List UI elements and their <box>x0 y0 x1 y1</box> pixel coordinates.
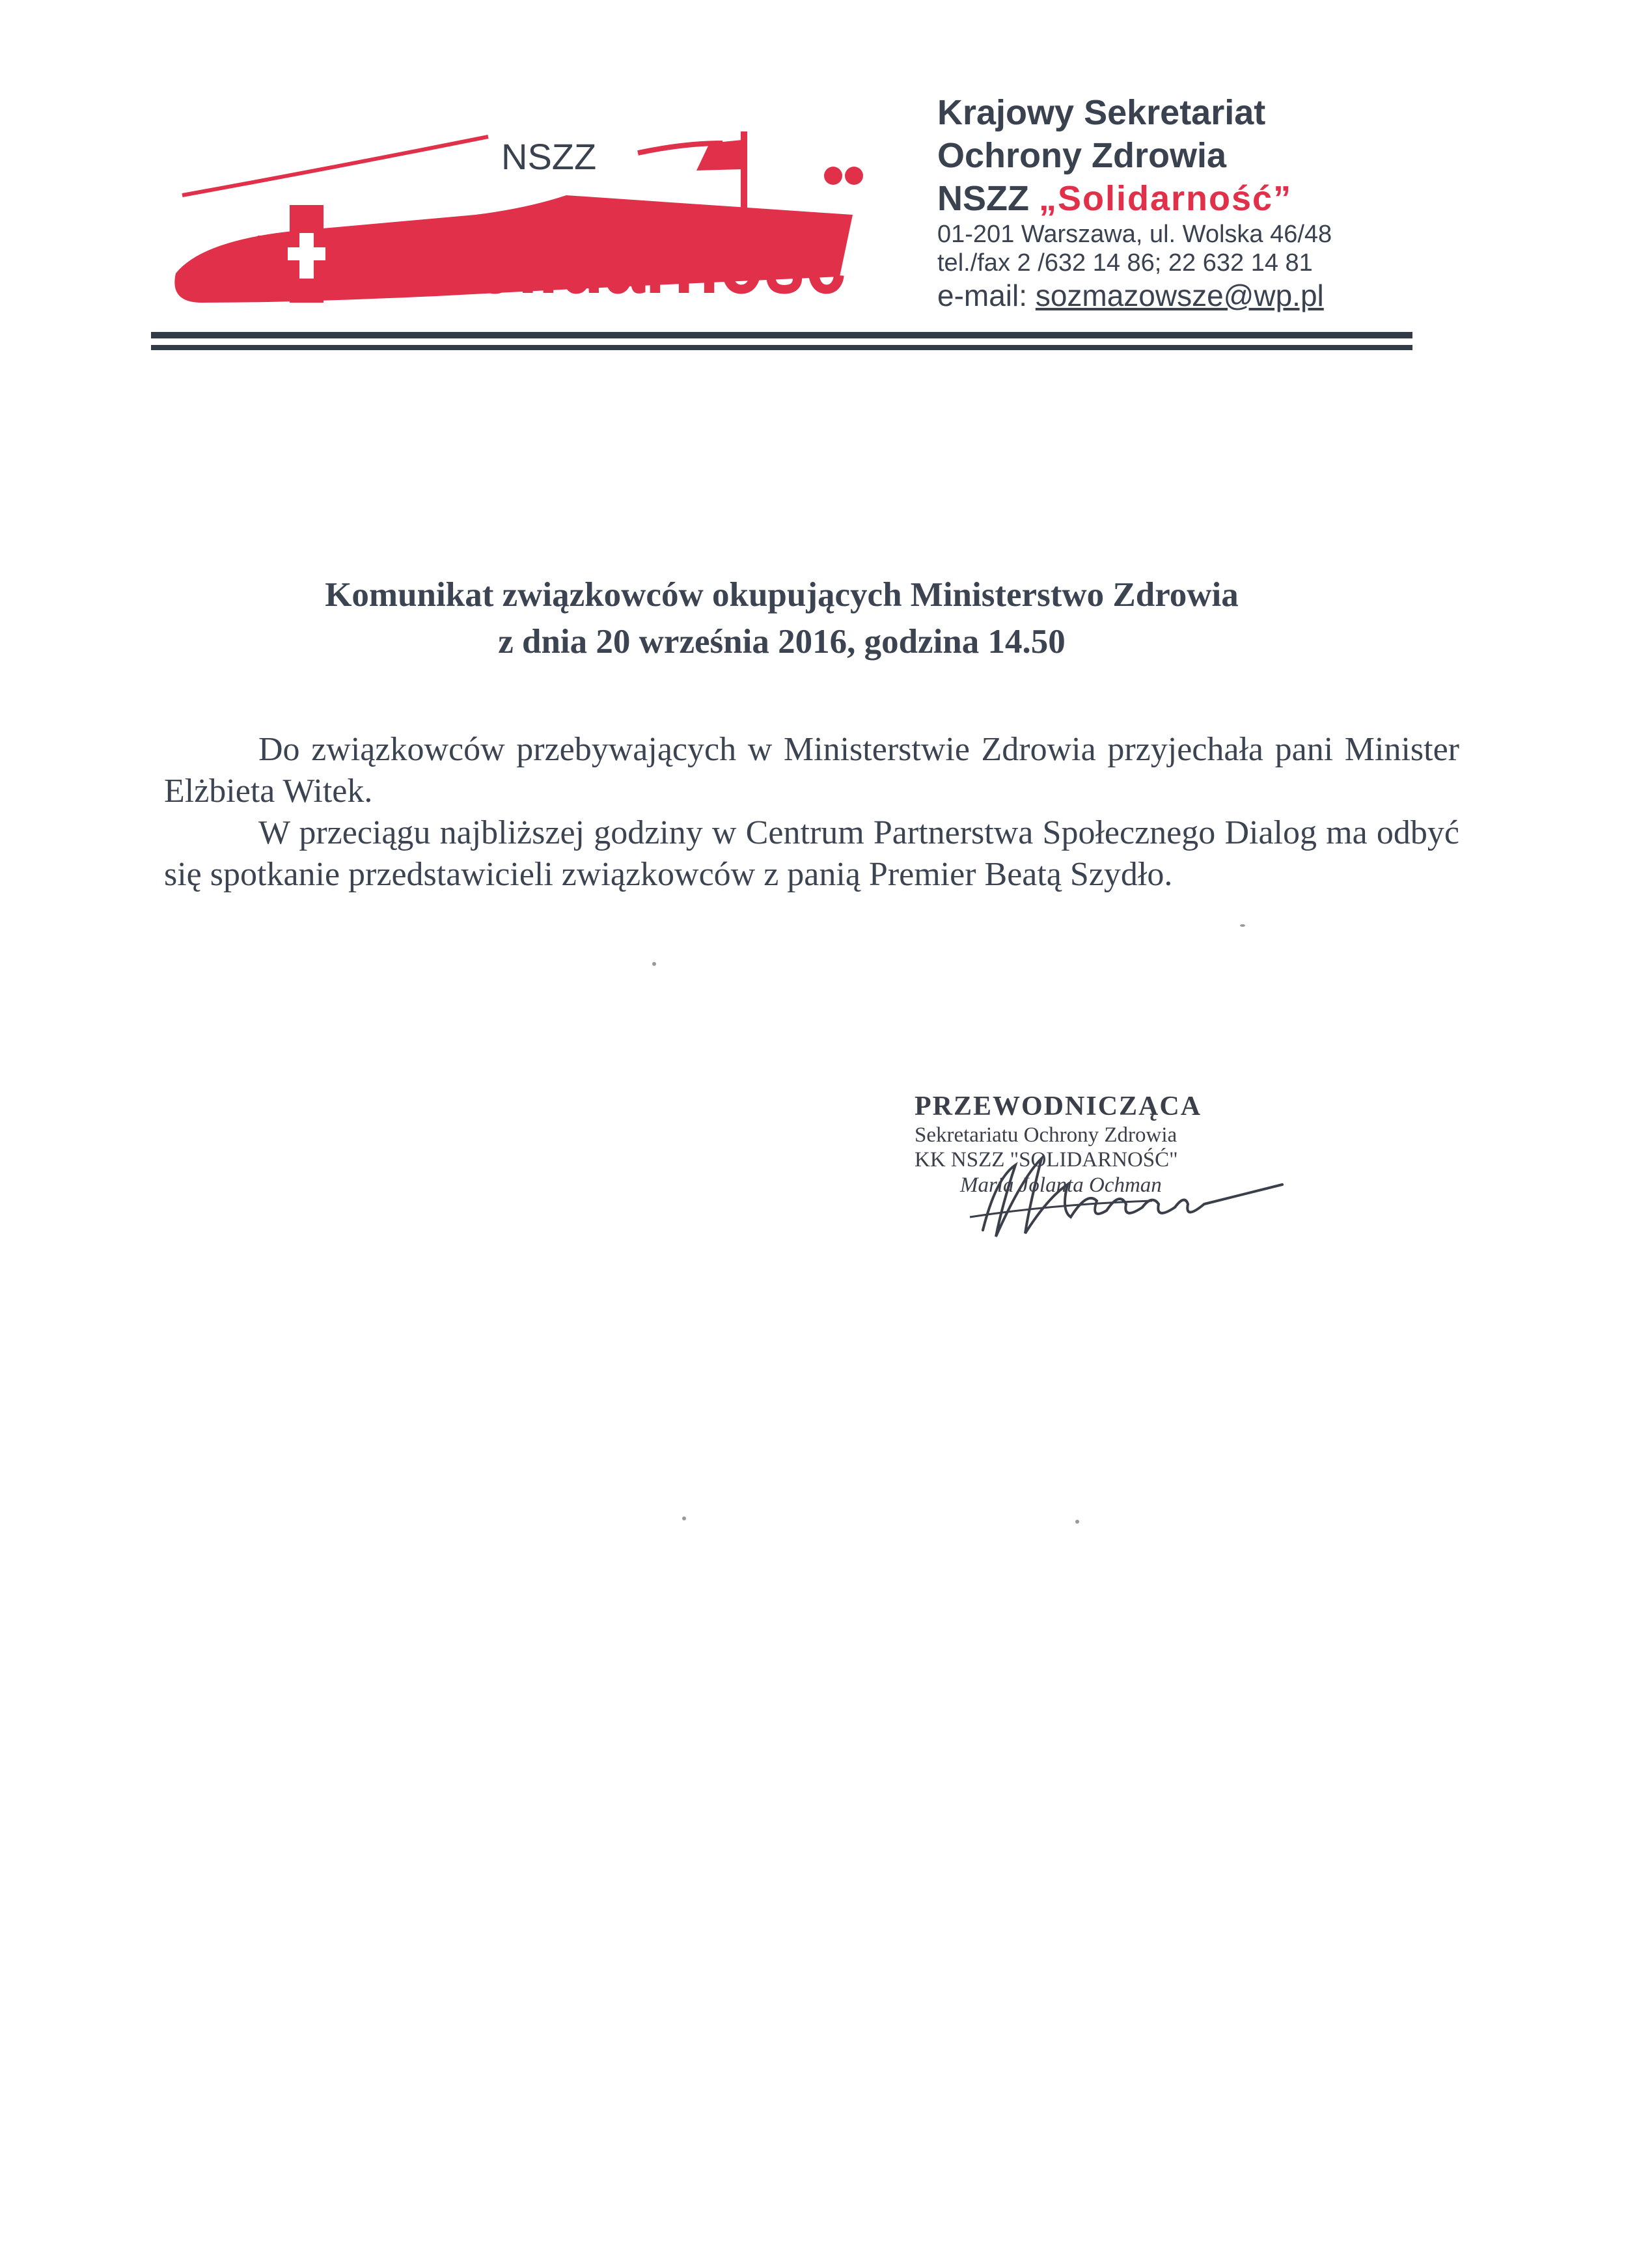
org-address: 01-201 Warszawa, ul. Wolska 46/48 <box>937 221 1332 248</box>
scan-speck <box>1240 924 1245 927</box>
header-divider-bottom <box>151 345 1412 350</box>
email-link[interactable]: sozmazowsze@wp.pl <box>1035 279 1324 312</box>
logo-wordmark: Solidarność <box>423 204 846 314</box>
stamp-name: Maria Jolanta Ochman <box>960 1173 1162 1197</box>
title-line-2: z dnia 20 września 2016, godzina 14.50 <box>498 623 1066 661</box>
scan-speck <box>1075 1520 1079 1524</box>
document-title <box>151 571 1412 665</box>
solidarnosc-logo-graphic <box>163 117 866 325</box>
paragraph-1: Do związkowców przebywających w Ministerstwie Zdrowia przyjechała pani Minister Elżbieta Witek. <box>164 731 1459 810</box>
logo-nszz-text: NSZZ <box>501 136 597 177</box>
stamp-line-2: KK NSZZ "SOLIDARNOŚĆ" <box>915 1148 1178 1172</box>
org-name-line3 <box>937 177 1523 220</box>
org-phone: tel./fax 2 /632 14 86; 22 632 14 81 <box>937 249 1313 277</box>
scan-speck <box>652 962 656 966</box>
scan-speck <box>682 1516 686 1520</box>
org-email-line <box>937 277 1523 314</box>
stamp-line-1: Sekretariatu Ochrony Zdrowia <box>915 1123 1177 1147</box>
org-name-line1: Krajowy Sekretariat <box>937 93 1266 132</box>
document-body <box>164 729 1459 896</box>
email-label: e-mail: <box>937 279 1036 312</box>
organization-header <box>937 91 1523 314</box>
paragraph-2: W przeciągu najbliższej godziny w Centrum Partnerstwa Społecznego Dialog ma odbyć się spotkanie przedstawicieli związkowców z panią Premier Beatą Szydło. <box>164 814 1459 893</box>
solidarnosc-logo <box>163 117 866 325</box>
header-divider-top <box>151 332 1412 338</box>
stamp-title: PRZEWODNICZĄCA <box>915 1091 1202 1121</box>
org-solidarnosc: „Solidarność” <box>1039 179 1293 218</box>
title-line-1: Komunikat związkowców okupujących Ministerstwo Zdrowia <box>325 576 1239 614</box>
org-name-line2: Ochrony Zdrowia <box>937 136 1227 175</box>
handwritten-signature <box>957 1139 1295 1256</box>
signature-graphic <box>957 1139 1295 1256</box>
org-nszz: NSZZ <box>937 179 1039 218</box>
